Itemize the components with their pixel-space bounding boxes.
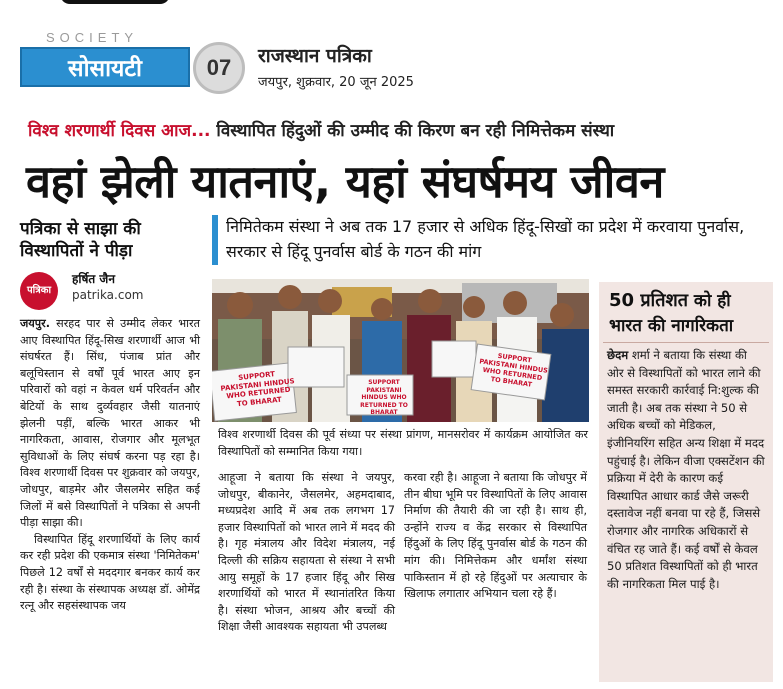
author-name: हर्षित जैन	[72, 272, 115, 286]
sidebar-box	[599, 282, 773, 682]
patrika-logo: पत्रिका	[20, 272, 58, 310]
page-number: 07	[193, 42, 245, 94]
section-tab: सोसायटी	[20, 47, 190, 87]
masthead: राजस्थान पत्रिका	[258, 45, 372, 67]
left-column	[20, 218, 200, 615]
left-paragraph-1	[20, 316, 200, 532]
dateline: जयपुर, शुक्रवार, 20 जून 2025	[258, 75, 414, 90]
left-paragraph-1-text: सरहद पार से उम्मीद लेकर भारत आए विस्थापित हिंदू-सिख शरणार्थी आज भी संघर्षरत हैं। सिंध, पंजाब प्रांत और बलूचिस्तान से वर्षों पूर्व भारत आए इन परिवारों को वहां न केवल धर्म परिवर्तन और बेटियों के साथ दुर्व्यवहार जैसी यातनाएं झेलनी पड़ीं, बल्कि भारत आकर भी नागरिकता, आवास, रोजगार और मूलभूत सुविधाओं के लिए संघर्ष करना पड़ रहा है। विश्व शरणार्थी दिवस पर शुक्रवार को जयपुर, जोधपुर, बाड़मेर और जैसलमेर सहित कई जिलों में बसे विस्थापितों ने पत्रिका से अपनी पीड़ा साझा की।	[20, 317, 200, 530]
event-photo	[212, 279, 589, 422]
kicker-red: विश्व शरणार्थी दिवस आज...	[28, 121, 211, 141]
sidebar-title	[609, 288, 765, 339]
placard-text-2: SUPPORT PAKISTANI HINDUS WHO RETURNED TO BHARAT	[360, 379, 408, 416]
kicker	[28, 118, 614, 141]
sidebar-lead: छेदम	[607, 348, 629, 362]
left-body	[20, 316, 200, 615]
kicker-text: विस्थापित हिंदुओं की उम्मीद की किरण बन रही निमित्तेकम संस्था	[210, 121, 615, 141]
story-dateline: जयपुर.	[20, 317, 50, 330]
placard-text-1: SUPPORT PAKISTANI HINDUS WHO RETURNED TO BHARAT	[220, 370, 295, 408]
sidebar-body	[607, 347, 767, 593]
photo-caption: विश्व शरणार्थी दिवस की पूर्व संध्या पर संस्था प्रांगण, मानसरोवर में कार्यक्रम आयोजित कर विस्थापितों को सम्मानित किया गया।	[218, 428, 588, 458]
sidebar-divider	[603, 342, 769, 343]
placard-text-3: SUPPORT PAKISTANI HINDUS WHO RETURNED TO BHARAT	[478, 351, 549, 389]
left-paragraph-2: विस्थापित हिंदू शरणार्थियों के लिए कार्य कर रही प्रदेश की एकमात्र संस्था 'निमितेकम' पिछले 12 वर्षों से मददगार बनकर कार्य कर रही है। संस्था के संस्थापक अध्यक्ष डॉ. ओमेंद्र रत्नू और सहसंस्थापक जय	[20, 532, 200, 613]
subhead: निमितेकम संस्था ने अब तक 17 हजार से अधिक हिंदू-सिखों का प्रदेश में करवाया पुनर्वास, सरकार से हिंदू पुनर्वास बोर्ड के गठन की मांग	[226, 217, 745, 261]
top-decoration	[60, 0, 170, 4]
middle-column-1: आहूजा ने बताया कि संस्था ने जयपुर, जोधपुर, बीकानेर, जैसलमेर, अहमदाबाद, मध्यप्रदेश आदि में अब तक लगभग 17 हजार विस्थापितों को भारत लाने में मदद की है। गृह मंत्रालय और विदेश मंत्रालय, नई दिल्ली की सक्रिय सहायता से संस्था ने सभी आयु समूहों के 17 हजार हिंदू और सिख शरणार्थियों को भारत में स्थानांतरित किया है। संस्था भोजन, आश्रय और बच्चों की शिक्षा जैसी आवश्यक सहायता भी उपलब्ध	[218, 471, 395, 634]
section-english-label: SOCIETY	[46, 30, 139, 45]
middle-column-2: करवा रही है। आहूजा ने बताया कि जोधपुर में तीन बीघा भूमि पर विस्थापितों के लिए आवास निर्माण की तैयारी की जा रही है। साथ ही, उन्होंने राज्य व केंद्र सरकार से विस्थापित हिंदुओं के लिए हिंदू पुनर्वास बोर्ड के गठन की मांग की। निमित्तेकम और धर्मांश संस्था पाकिस्तान में हो रहे हिंदुओं पर अत्याचार के खिलाफ लगातार अभियान चला रहे हैं।	[404, 471, 587, 601]
byline	[20, 270, 200, 310]
author-site: patrika.com	[72, 288, 144, 302]
subhead-accent	[212, 215, 218, 265]
sidebar-body-text: शर्मा ने बताया कि संस्था की ओर से विस्थापितों को भारत लाने की समस्त सरकारी कार्रवाई नि:शुल्क की जाती है। अब तक संस्था ने 50 से अधिक बच्चों को मेडिकल, इंजीनियरिंग सहित अन्य शिक्षा में मदद पहुंचाई है। लेकिन वीजा एक्सटेंशन की प्रक्रिया में देरी के कारण कई विस्थापित आधार कार्ड जैसे जरूरी दस्तावेज नहीं बनवा पा रहे हैं, जिससे रोजगार और नागरिक अधिकारों से वंचित रह जाते हैं। कई वर्षों से केवल 50 प्रतिशत विस्थापितों को ही भारत की नागरिकता मिल पाई है।	[607, 348, 765, 591]
sidebar-title-highlight: 50 प्रतिशत	[609, 290, 688, 311]
headline: वहां झेली यातनाएं, यहां संघर्षमय जीवन	[26, 155, 664, 208]
sidebar-title-text: को ही भारत की नागरिकता	[609, 291, 734, 336]
left-title: पत्रिका से साझा की विस्थापितों ने पीड़ा	[20, 219, 141, 261]
